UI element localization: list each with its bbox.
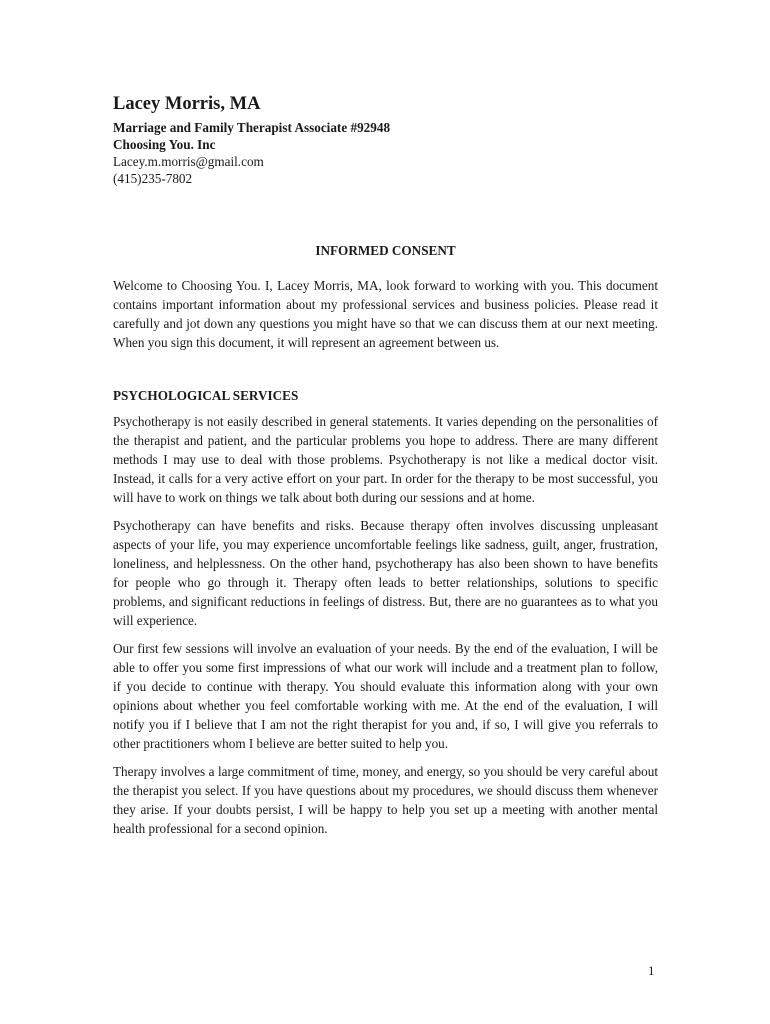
section-paragraph: Psychotherapy is not easily described in general statements. It varies depending on the personalities of the therapist and patient, and the particular problems you hope to address. There are many different methods I may use to deal with those problems. Psychotherapy is not like a medical doctor visit. Instead, it calls for a very active effort on your part. In order for the therapy to be most successful, you will have to work on things we talk about both during our sessions and at home. xyxy=(113,414,658,505)
page-number: 1 xyxy=(648,963,655,978)
practice-name: Choosing You. Inc xyxy=(113,137,216,152)
contact-phone: (415)235-7802 xyxy=(113,171,193,186)
therapist-name: Lacey Morris, MA xyxy=(113,94,261,114)
section-paragraph: Therapy involves a large commitment of time, money, and energy, so you should be very careful about the therapist you select. If you have questions about my procedures, we should discuss them whenever they arise. If your doubts persist, I will be happy to help you set up a meeting with another mental health professional for a second opinion. xyxy=(113,764,658,836)
section-psychological-services xyxy=(113,387,658,838)
letterhead xyxy=(113,92,658,187)
intro-paragraph: Welcome to Choosing You. I, Lacey Morris, MA, look forward to working with you. This document contains important information about my professional services and business policies. Please read it carefully and jot down any questions you might have so that we can discuss them at our next meeting. When you sign this document, it will represent an agreement between us. xyxy=(113,278,658,350)
credential-line: Marriage and Family Therapist Associate #92948 xyxy=(113,120,391,135)
page-content xyxy=(113,92,658,838)
section-paragraph: Our first few sessions will involve an evaluation of your needs. By the end of the evaluation, I will be able to offer you some first impressions of what our work will include and a treatment plan to follow, if you decide to continue with therapy. You should evaluate this information along with your own opinions about whether you feel comfortable working with me. At the end of the evaluation, I will notify you if I believe that I am not the right therapist for you and, if so, I will give you referrals to other practitioners whom I believe are better suited to help you. xyxy=(113,641,658,751)
document-title: INFORMED CONSENT xyxy=(315,243,456,258)
contact-email: Lacey.m.morris@gmail.com xyxy=(113,154,264,169)
section-heading: PSYCHOLOGICAL SERVICES xyxy=(113,388,299,403)
section-paragraph: Psychotherapy can have benefits and risks. Because therapy often involves discussing unpleasant aspects of your life, you may experience uncomfortable feelings like sadness, guilt, anger, frustration, loneliness, and helplessness. On the other hand, psychotherapy has also been shown to have benefits for people who go through it. Therapy often leads to better relationships, solutions to specific problems, and significant reductions in feelings of distress. But, there are no guarantees as to what you will experience. xyxy=(113,518,658,628)
